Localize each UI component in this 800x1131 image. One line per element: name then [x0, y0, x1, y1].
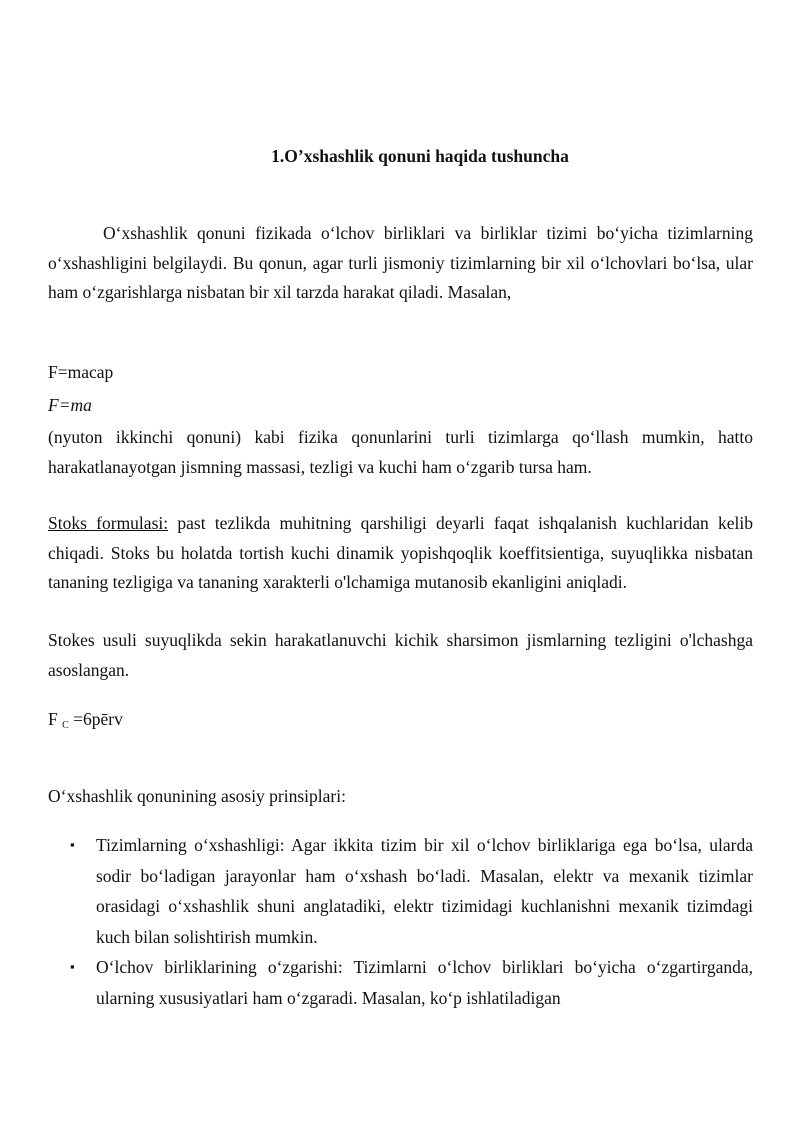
stokes-formula-lhs: F [48, 709, 58, 729]
stokes-label: Stoks formulasi: [48, 513, 169, 533]
principles-list [48, 830, 753, 1013]
list-item-text: O‘lchov birliklarining o‘zgarishi: Tizimlarni o‘lchov birliklari bo‘yicha o‘zgartirganda, ularning xususiyatlari ham o‘zgaradi. Masalan, ko‘p ishlatiladigan [96, 957, 753, 1008]
bullet-icon: ▪ [70, 959, 75, 974]
intro-paragraph: O‘xshashlik qonuni fizikada o‘lchov birliklari va birliklar tizimi bo‘yicha tizimlarning o‘xshashligini belgilaydi. Bu qonun, agar turli jismoniy tizimlarning bir xil o‘lchovlari bo‘lsa, ular ham o‘zgarishlarga nisbatan bir xil tarzda harakat qiladi. Masalan, [48, 223, 753, 302]
bullet-icon: ▪ [70, 837, 75, 852]
list-item [48, 830, 753, 952]
principles-heading: O‘xshashlik qonunining asosiy prinsiplari: [48, 786, 346, 806]
list-item [48, 952, 753, 1013]
stokes-paragraph [48, 509, 753, 598]
formula-text: F=macap [48, 362, 114, 382]
stokes-formula [48, 708, 123, 737]
stokes-formula-subscript: C [62, 720, 69, 731]
stokes-text: past tezlikda muhitning qarshiligi deyarli faqat ishqalanish kuchlaridan kelib chiqadi. Stoks bu holatda tortish kuchi dinamik yopishqoqlik koeffitsientiga, suyuqlikka nisbatan tananing tezligiga va tananing xarakterli o'lchamiga mutanosib ekanligini aniqladi. [48, 513, 753, 592]
formula-math: F=ma [48, 395, 92, 415]
newton-paragraph: (nyuton ikkinchi qonuni) kabi fizika qonunlarini turli tizimlarga qo‘llash mumkin, hatto harakatlanayotgan jismning massasi, tezligi va kuchi ham o‘zgarib tursa ham. [48, 427, 753, 477]
stokes-formula-rhs: =6pērv [73, 709, 123, 729]
list-item-text: Tizimlarning o‘xshashligi: Agar ikkita tizim bir xil o‘lchov birliklariga ega bo‘lsa, ularda sodir bo‘ladigan jarayonlar ham o‘xshash bo‘ladi. Masalan, elektr va mexanik tizimlar orasidagi o‘xshashlik shuni anglatadiki, elektr tizimidagi kuchlanishni mexanik tizimdagi kuch bilan solishtirish mumkin. [96, 835, 753, 947]
document-title: 1.O’xshashlik qonuni haqida tushuncha [271, 146, 569, 166]
stokes-method-paragraph: Stokes usuli suyuqlikda sekin harakatlanuvchi kichik sharsimon jismlarning tezligini o'lchashga asoslangan. [48, 630, 753, 680]
